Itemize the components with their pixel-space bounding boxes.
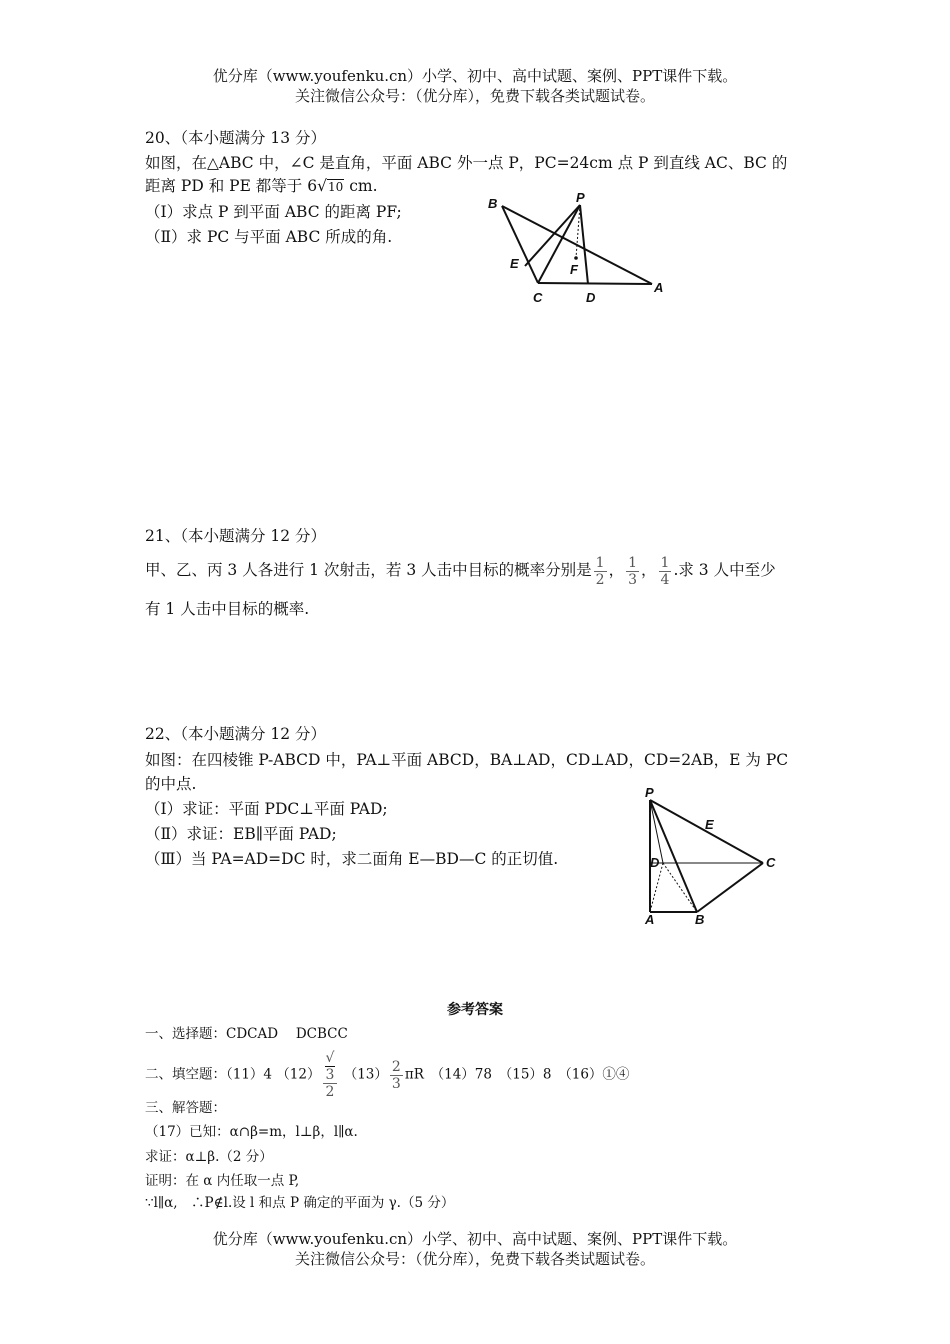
q22-title: 22、（本小题满分 12 分） xyxy=(145,725,327,743)
answers-17-proof-2b: l.设 l 和点 P 确定的平面为 γ.（5 分） xyxy=(223,1195,455,1211)
q21-f1-den: 2 xyxy=(595,571,605,588)
answers-fill13-unit: πR xyxy=(404,1066,424,1083)
answers-fill13-den: 3 xyxy=(391,1075,401,1092)
q22-part-3: （Ⅲ）当 PA=AD=DC 时，求二面角 E—BD—C 的正切值. xyxy=(145,850,559,868)
q21-fraction-3 xyxy=(659,555,672,588)
q22-edge-da xyxy=(650,863,663,912)
q21-line-1-text: 甲、乙、丙 3 人各进行 1 次射击，若 3 人击中目标的概率分别是 xyxy=(145,561,592,579)
answers-fill-rest: （14）78 （15）8 （16）①④ xyxy=(437,1066,630,1083)
header-line-2: 关注微信公众号：（优分库），免费下载各类试题试卷。 xyxy=(294,87,655,105)
footer-line-2: 关注微信公众号：（优分库），免费下载各类试题试卷。 xyxy=(294,1250,655,1268)
q20-part-1: （Ⅰ）求点 P 到平面 ABC 的距离 PF; xyxy=(145,203,402,221)
answers-17-prove: 求证：α⊥β.（2 分） xyxy=(145,1149,273,1165)
answers-title: 参考答案 xyxy=(447,1002,503,1018)
q22-label-b: B xyxy=(695,912,705,927)
q20-edge-bc xyxy=(502,206,538,283)
q21-f1-num: 1 xyxy=(595,554,605,571)
q20-line-2-unit: cm. xyxy=(349,177,378,195)
q21-f3-num: 1 xyxy=(660,554,670,571)
answers-17-given: （17）已知：α∩β=m，l⊥β，l∥α. xyxy=(145,1124,358,1140)
q20-label-p: P xyxy=(576,190,585,205)
q21-sep-1: ， xyxy=(608,561,625,579)
header-line-1: 优分库（www.youfenku.cn）小学、初中、高中试题、案例、PPT课件下载。 xyxy=(212,67,738,85)
q20-label-d: D xyxy=(586,290,596,305)
answers-fill-label: 二、填空题：（11）4 （12） xyxy=(145,1066,321,1083)
sqrt-sign: √ xyxy=(317,177,327,195)
q20-part-2: （Ⅱ）求 PC 与平面 ABC 所成的角. xyxy=(145,228,393,246)
q21-line-1-end: .求 3 人中至少 xyxy=(673,561,776,579)
q21-title: 21、（本小题满分 12 分） xyxy=(145,527,327,545)
q22-label-c: C xyxy=(766,855,776,870)
q20-radicand: 10 xyxy=(328,180,344,194)
q20-figure xyxy=(480,188,680,308)
q21-sep-2: ， xyxy=(641,561,657,579)
answers-fill12-num: √ 3 xyxy=(323,1050,338,1084)
answers-fill xyxy=(145,1050,629,1100)
footer-line-1: 优分库（www.youfenku.cn）小学、初中、高中试题、案例、PPT课件下载。 xyxy=(212,1230,738,1248)
q22-figure xyxy=(635,785,785,930)
answers-17-proof-2 xyxy=(145,1193,454,1213)
not-in-symbol: ∉ xyxy=(213,1195,224,1211)
q20-edge-pd xyxy=(580,205,588,284)
q20-label-e: E xyxy=(510,256,519,271)
q21-f2-den: 3 xyxy=(628,571,638,588)
q20-point-f xyxy=(574,256,578,260)
answers-choice: 一、选择题：CDCAD DCBCC xyxy=(145,1026,348,1042)
q22-line-1: 如图：在四棱锥 P-ABCD 中，PA⊥平面 ABCD，BA⊥AD，CD⊥AD，CD=2AB，E 为 PC xyxy=(145,751,789,769)
q22-part-1: （Ⅰ）求证：平面 PDC⊥平面 PAD; xyxy=(145,800,388,818)
q22-label-p: P xyxy=(645,785,654,800)
q22-label-e: E xyxy=(705,817,714,832)
q22-edge-bc xyxy=(697,863,763,912)
q22-part-2: （Ⅱ）求证：EB∥平面 PAD; xyxy=(145,825,337,843)
q20-line-2 xyxy=(145,174,378,199)
q21-f3-den: 4 xyxy=(660,571,670,588)
q20-label-f: F xyxy=(570,262,578,277)
q21-line-1 xyxy=(145,550,776,590)
q21-line-2: 有 1 人击中目标的概率. xyxy=(145,600,310,618)
q20-label-c: C xyxy=(533,290,543,305)
q21-f2-num: 1 xyxy=(628,554,638,571)
answers-17-proof-1: 证明：在 α 内任取一点 P, xyxy=(145,1173,300,1189)
q21-fraction-2 xyxy=(626,555,639,588)
answers-fill13-fraction xyxy=(390,1059,403,1092)
q21-fraction-1 xyxy=(594,555,607,588)
q20-line-2-text: 距离 PD 和 PE 都等于 6 xyxy=(145,177,318,195)
q20-label-b: B xyxy=(488,196,498,211)
answers-fill13-label: （13） xyxy=(343,1066,388,1083)
q20-edge-ca xyxy=(538,283,652,284)
answers-fill12-den: 2 xyxy=(325,1084,335,1100)
q22-label-d: D xyxy=(650,855,660,870)
q20-title: 20、（本小题满分 13 分） xyxy=(145,129,327,147)
q20-label-a: A xyxy=(654,280,664,295)
q22-line-2: 的中点. xyxy=(145,775,197,793)
q22-label-a: A xyxy=(645,912,655,927)
q22-edge-pd xyxy=(650,800,663,863)
answers-fill12-radicand: 3 xyxy=(325,1067,335,1083)
answers-solve-heading: 三、解答题： xyxy=(145,1100,226,1116)
answers-17-proof-2a: ∵l∥α, ∴P xyxy=(145,1195,214,1211)
answers-fill12-fraction xyxy=(323,1050,338,1100)
answers-fill13-num: 2 xyxy=(391,1058,401,1075)
q20-line-1: 如图，在△ABC 中，∠C 是直角，平面 ABC 外一点 P，PC=24cm 点 P 到直线 AC、BC 的 xyxy=(145,154,788,172)
